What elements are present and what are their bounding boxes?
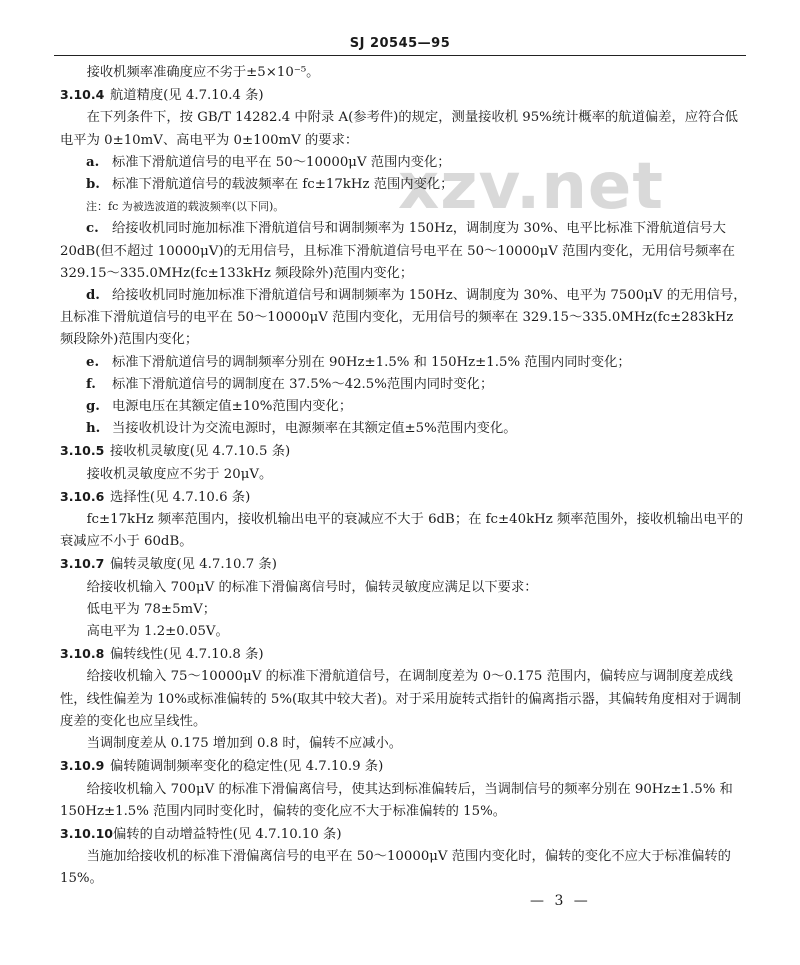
section-number: 3.10.10 — [60, 825, 113, 841]
paragraph-3-10-7-high: 高电平为 1.2±0.05V。 — [86, 624, 229, 640]
document-number-header: SJ 20545—95 — [349, 36, 451, 51]
section-number: 3.10.9 — [60, 758, 105, 774]
list-item-f — [60, 374, 750, 396]
section-number: 3.10.5 — [60, 443, 105, 459]
list-text: 标准下滑航道信号的电平在 50～10000μV 范围内变化； — [112, 154, 451, 170]
section-title: 接收机灵敏度(见 4.7.10.5 条) — [110, 444, 291, 460]
section-title: 偏转线性(见 4.7.10.8 条) — [110, 647, 264, 663]
list-label: b. — [86, 177, 100, 193]
section-number: 3.10.7 — [60, 556, 105, 572]
paragraph-3-10-8-a: 给接收机输入 75～10000μV 的标准下滑航道信号，在调制度差为 0～0.175 范围内，偏转应与调制度差成线性，线性偏差为 10%或标准偏转的 5%(取其中较大者)。对于采用旋转式指针的偏离指示器，其偏转角度相对于调制度差的变化也应呈线性。 — [60, 669, 742, 729]
paragraph-3-10-8-b: 当调制度差从 0.175 增加到 0.8 时，偏转不应减小。 — [86, 736, 403, 752]
section-title: 选择性(见 4.7.10.6 条) — [110, 489, 251, 505]
list-label: d. — [86, 288, 100, 304]
section-3-10-4 — [60, 84, 750, 107]
section-title: 偏转灵敏度(见 4.7.10.7 条) — [110, 557, 277, 573]
list-item-b — [60, 174, 750, 196]
section-3-10-5 — [60, 440, 750, 463]
list-item-e — [60, 352, 750, 374]
note: 注：fc 为被选波道的载波频率(以下同)。 — [86, 200, 285, 214]
section-3-10-7 — [60, 553, 750, 576]
list-label: g. — [86, 399, 100, 415]
list-text: 给接收机同时施加标准下滑航道信号和调制频率为 150Hz、调制度为 30%、电平为 7500μV 的无用信号，且标准下滑航道信号的电平在 50～10000μV 范围内变化，无用信号的频率在 329.15～335.0MHz(fc±283kHz 频段除外)范围内变化； — [60, 288, 747, 348]
header-rule — [54, 55, 746, 56]
paragraph-3-10-7-low: 低电平为 78±5mV； — [86, 601, 217, 617]
section-number: 3.10.6 — [60, 488, 105, 504]
list-text: 当接收机设计为交流电源时，电源频率在其额定值±5%范围内变化。 — [112, 421, 517, 437]
list-label: e. — [86, 354, 100, 370]
list-label: h. — [86, 421, 101, 437]
list-item-c — [60, 218, 750, 285]
paragraph-3-10-9: 给接收机输入 700μV 的标准下滑偏离信号，使其达到标准偏转后，当调制信号的频率分别在 90Hz±1.5% 和 150Hz±1.5% 范围内同时变化时，偏转的变化应不大于标准偏转的 15%。 — [60, 781, 733, 819]
section-title: 偏转随调制频率变化的稳定性(见 4.7.10.9 条) — [110, 759, 384, 775]
list-label: a. — [86, 154, 100, 170]
section-title: 航道精度(见 4.7.10.4 条) — [110, 88, 264, 104]
paragraph-3-10-7: 给接收机输入 700μV 的标准下滑偏离信号时，偏转灵敏度应满足以下要求： — [86, 579, 538, 595]
list-label: f. — [86, 376, 96, 392]
list-text: 标准下滑航道信号的调制频率分别在 90Hz±1.5% 和 150Hz±1.5% 范围内同时变化； — [112, 354, 631, 370]
list-item-g — [60, 396, 750, 418]
list-label: c. — [86, 221, 99, 237]
section-number: 3.10.4 — [60, 87, 105, 103]
section-3-10-9 — [60, 755, 750, 778]
paragraph-frequency-accuracy: 接收机频率准确度应不劣于±5×10⁻⁵。 — [86, 65, 320, 80]
list-item-a — [60, 152, 750, 174]
section-number: 3.10.8 — [60, 646, 105, 662]
section-3-10-6 — [60, 486, 750, 509]
paragraph-3-10-5: 接收机灵敏度应不劣于 20μV。 — [86, 466, 273, 482]
list-text: 电源电压在其额定值±10%范围内变化； — [112, 399, 353, 415]
section-3-10-8 — [60, 643, 750, 666]
list-text: 标准下滑航道信号的载波频率在 fc±17kHz 范围内变化； — [112, 177, 454, 193]
paragraph-3-10-6: fc±17kHz 频率范围内，接收机输出电平的衰减应不大于 6dB；在 fc±40kHz 频率范围外，接收机输出电平的衰减应不小于 60dB。 — [60, 512, 744, 550]
list-item-h — [60, 418, 750, 440]
list-text: 给接收机同时施加标准下滑航道信号和调制频率为 150Hz，调制度为 30%、电平比标准下滑航道信号大 20dB(但不超过 10000μV)的无用信号，且标准下滑航道信号电平在 50～10000μV 范围内变化，无用信号频率在 329.15～335.0MHz(fc±133kHz 频段除外)范围内变化； — [60, 221, 735, 281]
section-title: 偏转的自动增益特性(见 4.7.10.10 条) — [113, 826, 342, 842]
page-number: — 3 — — [530, 893, 591, 909]
paragraph-3-10-10: 当施加给接收机的标准下滑偏离信号的电平在 50～10000μV 范围内变化时，偏转的变化不应大于标准偏转的 15%。 — [60, 849, 731, 887]
page-body — [60, 62, 750, 891]
paragraph-3-10-4-intro: 在下列条件下，按 GB/T 14282.4 中附录 A(参考件)的规定，测量接收机 95%统计概率的航道偏差，应符合低电平为 0±10mV、高电平为 0±100mV 的要求： — [60, 110, 738, 148]
list-text: 标准下滑航道信号的调制度在 37.5%～42.5%范围内同时变化； — [112, 376, 494, 392]
watermark: xzv.net — [398, 150, 664, 224]
section-3-10-10 — [60, 823, 750, 846]
list-item-d — [60, 285, 750, 352]
